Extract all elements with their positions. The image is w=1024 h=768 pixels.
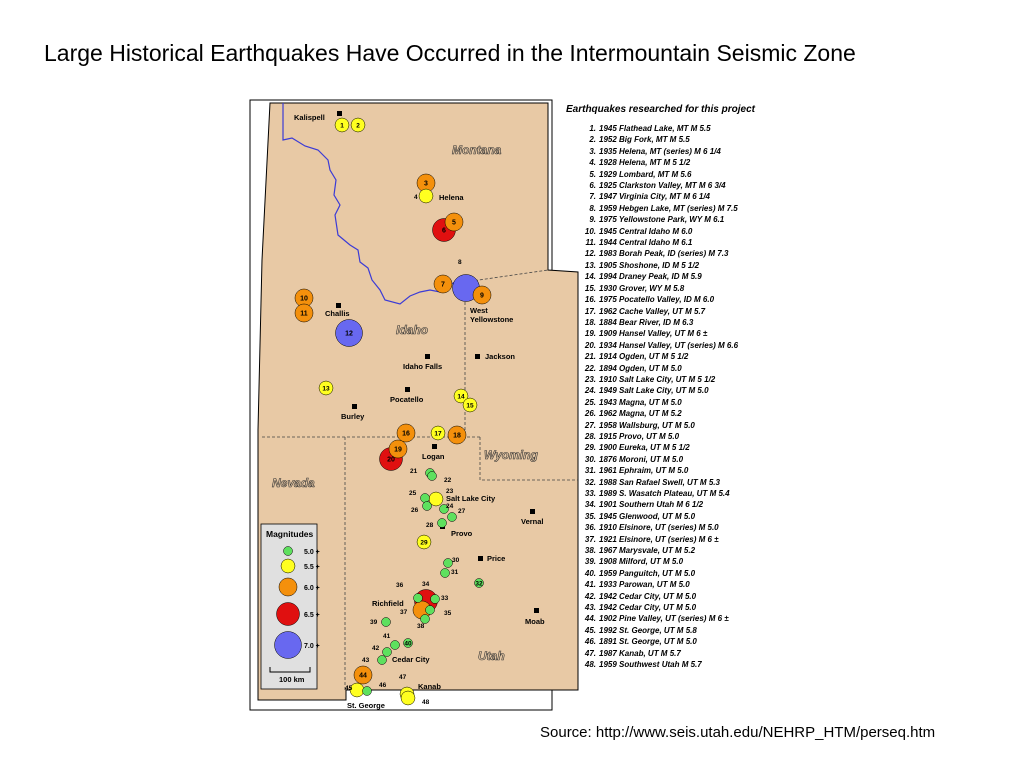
earthquake-list-item: [566, 636, 755, 647]
earthquake-list-item: [566, 613, 755, 624]
legend-label-m50: 5.0 +: [304, 549, 320, 556]
earthquake-label-12: 12: [345, 330, 353, 338]
earthquake-list-item: [566, 191, 755, 202]
earthquake-circle-25: [421, 494, 430, 503]
earthquake-description: 1928 Helena, MT M 5 1/2: [599, 158, 691, 168]
earthquake-number: 11.: [585, 238, 596, 248]
legend-swatch-m70: [275, 632, 302, 659]
city-richfield: Richfield: [372, 599, 404, 608]
earthquake-number: 3.: [589, 146, 596, 156]
earthquake-list-item: [566, 579, 755, 590]
earthquake-circle-48: [401, 691, 415, 705]
earthquake-list-item: [566, 602, 755, 613]
earthquake-number: 9.: [589, 215, 596, 225]
earthquake-number: 1.: [589, 124, 596, 133]
earthquake-number: 39.: [584, 557, 596, 567]
earthquake-number: 43.: [584, 603, 596, 613]
earthquake-number: 48.: [584, 660, 596, 670]
earthquake-description: 1945 Central Idaho M 6.0: [599, 226, 693, 236]
earthquake-list-item: [566, 591, 755, 602]
earthquake-number: 12.: [584, 249, 596, 259]
earthquake-list-item: [566, 283, 755, 294]
earthquake-circle-22: [428, 472, 437, 481]
city-burley: Burley: [341, 412, 365, 421]
earthquake-description: 1910 Elsinore, UT (series) M 5.0: [599, 523, 719, 533]
earthquake-circle-36: [414, 594, 423, 603]
city-moab: Moab: [525, 617, 545, 626]
earthquake-description: 1933 Parowan, UT M 5.0: [599, 580, 690, 590]
earthquake-number: 36.: [584, 523, 596, 533]
earthquake-description: 1975 Pocatello Valley, ID M 6.0: [599, 295, 715, 305]
earthquake-description: 1910 Salt Lake City, UT M 5 1/2: [599, 374, 716, 384]
earthquake-list-item: [566, 226, 755, 237]
earthquake-number: 30.: [584, 454, 596, 464]
earthquake-label-35: 35: [444, 610, 452, 617]
earthquake-number: 6.: [589, 181, 596, 191]
earthquake-label-42: 42: [372, 645, 380, 652]
earthquake-description: 1962 Cache Valley, UT M 5.7: [599, 306, 706, 316]
earthquake-description: 1914 Ogden, UT M 5 1/2: [599, 352, 689, 362]
earthquake-label-29: 29: [420, 539, 428, 547]
earthquake-number: 44.: [584, 614, 596, 624]
earthquake-number: 34.: [584, 500, 596, 510]
earthquake-list-item: [566, 180, 755, 191]
earthquake-circle-28: [438, 519, 447, 528]
earthquake-description: 1909 Hansel Valley, UT M 6 ±: [599, 329, 708, 339]
state-label-utah: Utah: [478, 649, 505, 663]
earthquake-label-9: 9: [480, 292, 484, 300]
earthquake-list-item: [566, 499, 755, 510]
earthquake-label-14: 14: [457, 393, 465, 401]
state-label-nevada: Nevada: [272, 476, 315, 490]
earthquake-circle-31: [441, 569, 450, 578]
earthquake-label-1: 1: [340, 122, 344, 130]
legend: [261, 524, 320, 689]
earthquake-list-item: [566, 648, 755, 659]
earthquake-number: 23.: [584, 374, 596, 384]
earthquake-list-title: Earthquakes researched for this project: [566, 104, 755, 115]
earthquake-list-item: [566, 134, 755, 145]
earthquake-list-item: [566, 146, 755, 157]
earthquake-label-8: 8: [458, 259, 462, 266]
earthquake-list-item: [566, 271, 755, 282]
earthquake-description: 1959 Hebgen Lake, MT (series) M 7.5: [599, 203, 738, 213]
earthquake-description: 1902 Pine Valley, UT (series) M 6 ±: [599, 614, 729, 624]
legend-label-m60: 6.0 +: [304, 585, 320, 592]
earthquake-label-48: 48: [422, 699, 430, 706]
earthquake-number: 17.: [584, 306, 596, 316]
earthquake-label-45: 45: [345, 685, 353, 692]
earthquake-number: 32.: [584, 477, 596, 487]
city-kalispell: Kalispell: [294, 113, 325, 122]
earthquake-description: 1905 Shoshone, ID M 5 1/2: [599, 260, 700, 270]
earthquake-label-38: 38: [417, 623, 425, 630]
earthquake-number: 31.: [584, 466, 596, 476]
earthquake-description: 1894 Ogden, UT M 5.0: [599, 363, 682, 373]
earthquake-circle-35: [426, 606, 435, 615]
earthquake-description: 1942 Cedar City, UT M 5.0: [599, 603, 697, 613]
earthquake-list-item: [566, 397, 755, 408]
earthquake-label-31: 31: [451, 569, 459, 576]
city-logan: Logan: [422, 452, 445, 461]
city-idaho-falls: Idaho Falls: [403, 362, 443, 371]
earthquake-description: 1958 Wallsburg, UT M 5.0: [599, 420, 695, 430]
city-cedar-city: Cedar City: [392, 655, 430, 664]
earthquake-label-25: 25: [409, 490, 417, 497]
city-yellowstone: Yellowstone: [470, 315, 514, 324]
earthquake-label-46: 46: [379, 682, 387, 689]
city-challis: Challis: [325, 309, 350, 318]
earthquake-label-21: 21: [410, 468, 418, 475]
earthquake-list-item: [566, 454, 755, 465]
earthquake-number: 21.: [584, 352, 596, 362]
earthquake-description: 1989 S. Wasatch Plateau, UT M 5.4: [599, 489, 730, 498]
earthquake-number: 46.: [584, 637, 596, 647]
earthquake-circle-33: [431, 595, 440, 604]
earthquake-list-item: [566, 568, 755, 579]
earthquake-description: 1975 Yellowstone Park, WY M 6.1: [599, 215, 725, 225]
earthquake-label-41: 41: [383, 633, 391, 640]
earthquake-number: 27.: [584, 420, 596, 430]
earthquake-label-32: 32: [475, 580, 483, 588]
earthquake-description: 1952 Big Fork, MT M 5.5: [599, 135, 690, 145]
earthquake-description: 1967 Marysvale, UT M 5.2: [599, 546, 696, 556]
earthquake-label-40: 40: [404, 640, 412, 648]
earthquake-number: 19.: [584, 329, 596, 339]
earthquake-list-item: [566, 408, 755, 419]
earthquake-number: 22.: [584, 363, 596, 373]
earthquake-number: 37.: [584, 534, 596, 544]
earthquake-description: 1943 Magna, UT M 5.0: [599, 397, 682, 407]
earthquake-label-27: 27: [458, 508, 466, 515]
earthquake-list-item: [566, 534, 755, 545]
earthquake-label-2: 2: [356, 122, 360, 130]
earthquake-description: 1945 Flathead Lake, MT M 5.5: [599, 124, 711, 133]
city-kanab: Kanab: [418, 682, 441, 691]
earthquake-label-6: 6: [442, 227, 446, 235]
earthquake-list-item: [566, 545, 755, 556]
earthquake-number: 26.: [584, 409, 596, 419]
earthquake-list-item: [566, 328, 755, 339]
earthquake-number: 10.: [584, 226, 596, 236]
earthquake-label-33: 33: [441, 595, 449, 602]
earthquake-list-item: [566, 237, 755, 248]
earthquake-description: 1891 St. George, UT M 5.0: [599, 637, 697, 647]
earthquake-number: 33.: [584, 489, 596, 498]
earthquake-circle-4: [419, 189, 433, 203]
earthquake-number: 4.: [589, 158, 596, 168]
earthquake-list-item: [566, 294, 755, 305]
earthquake-list-item: [566, 260, 755, 271]
legend-swatch-m50: [284, 547, 293, 556]
earthquake-list-item: [566, 317, 755, 328]
city-west: West: [470, 306, 488, 315]
earthquake-label-18: 18: [453, 432, 461, 440]
earthquake-list-item: [566, 420, 755, 431]
earthquake-list-item: [566, 385, 755, 396]
state-label-wyoming: Wyoming: [484, 448, 538, 462]
earthquake-circle-27: [448, 513, 457, 522]
earthquake-description: 1942 Cedar City, UT M 5.0: [599, 591, 697, 601]
earthquake-label-26: 26: [411, 507, 419, 514]
earthquake-circle-42: [383, 648, 392, 657]
earthquake-description: 1925 Clarkston Valley, MT M 6 3/4: [599, 181, 726, 191]
earthquake-list-item: [566, 374, 755, 385]
earthquake-description: 1992 St. George, UT M 5.8: [599, 625, 697, 635]
earthquake-label-15: 15: [466, 402, 474, 410]
earthquake-description: 1934 Hansel Valley, UT (series) M 6.6: [599, 340, 739, 350]
earthquake-label-28: 28: [426, 522, 434, 529]
earthquake-number: 2.: [589, 135, 596, 145]
earthquake-list-item: [566, 659, 755, 670]
earthquake-label-37: 37: [400, 609, 408, 616]
earthquake-description: 1994 Draney Peak, ID M 5.9: [599, 272, 702, 282]
earthquake-description: 1959 Southwest Utah M 5.7: [599, 660, 702, 670]
earthquake-number: 18.: [584, 317, 596, 327]
earthquake-description: 1962 Magna, UT M 5.2: [599, 409, 682, 419]
earthquake-number: 14.: [584, 272, 596, 282]
earthquake-description: 1949 Salt Lake City, UT M 5.0: [599, 386, 709, 396]
earthquake-circle-43: [378, 656, 387, 665]
earthquake-label-11: 11: [300, 310, 308, 318]
earthquake-description: 1983 Borah Peak, ID (series) M 7.3: [599, 249, 729, 259]
earthquake-list-item: [566, 488, 755, 499]
city-pocatello: Pocatello: [390, 395, 424, 404]
earthquake-circle-46: [363, 687, 372, 696]
earthquake-label-22: 22: [444, 477, 452, 484]
earthquake-list-item: [566, 351, 755, 362]
earthquake-list-item: [566, 442, 755, 453]
state-label-idaho: Idaho: [396, 323, 428, 337]
earthquake-list-item: [566, 625, 755, 636]
earthquake-list-item: [566, 431, 755, 442]
earthquake-description: 1884 Bear River, ID M 6.3: [599, 317, 694, 327]
earthquake-number: 40.: [584, 568, 596, 578]
earthquake-label-36: 36: [396, 582, 404, 589]
earthquake-description: 1947 Virginia City, MT M 6 1/4: [599, 192, 710, 202]
city-helena: Helena: [439, 193, 464, 202]
earthquake-description: 1876 Moroni, UT M 5.0: [599, 454, 684, 464]
legend-label-m55: 5.5 +: [304, 564, 320, 571]
scale-label: 100 km: [279, 675, 305, 684]
earthquake-number: 24.: [584, 386, 596, 396]
earthquake-number: 13.: [584, 260, 596, 270]
earthquake-description: 1959 Panguitch, UT M 5.0: [599, 568, 696, 578]
earthquake-list-item: [566, 363, 755, 374]
earthquake-number: 16.: [584, 295, 596, 305]
earthquake-number: 25.: [584, 397, 596, 407]
earthquake-label-19: 19: [394, 446, 402, 454]
earthquake-list-item: [566, 511, 755, 522]
earthquake-description: 1944 Central Idaho M 6.1: [599, 238, 693, 248]
earthquake-number: 42.: [584, 591, 596, 601]
earthquake-description: 1961 Ephraim, UT M 5.0: [599, 466, 689, 476]
earthquake-description: 1987 Kanab, UT M 5.7: [599, 648, 681, 658]
earthquake-circle-39: [382, 618, 391, 627]
earthquake-label-39: 39: [370, 619, 378, 626]
city-price: Price: [487, 554, 506, 563]
earthquake-list-item: [566, 477, 755, 488]
earthquake-circle-26: [423, 502, 432, 511]
legend-label-m70: 7.0 +: [304, 643, 320, 650]
earthquake-description: 1900 Eureka, UT M 5 1/2: [599, 443, 690, 453]
earthquake-list-item: [566, 169, 755, 180]
earthquake-list-item: [566, 522, 755, 533]
earthquake-number: 7.: [589, 192, 596, 202]
earthquake-label-16: 16: [402, 430, 410, 438]
earthquake-circle-41: [391, 641, 400, 650]
earthquake-description: 1915 Provo, UT M 5.0: [599, 431, 680, 441]
city-jackson: Jackson: [485, 352, 516, 361]
earthquake-list-item: [566, 465, 755, 476]
legend-swatch-m55: [281, 559, 295, 573]
earthquake-list-item: [566, 123, 755, 134]
earthquake-label-20: 20: [387, 456, 395, 464]
city-salt-lake-city: Salt Lake City: [446, 494, 496, 503]
earthquake-number: 41.: [584, 580, 596, 590]
earthquake-label-4: 4: [414, 194, 418, 201]
legend-title: Magnitudes: [266, 529, 314, 539]
earthquake-number: 45.: [584, 625, 596, 635]
earthquake-list-item: [566, 203, 755, 214]
earthquake-list-items: [566, 123, 755, 671]
earthquake-description: 1929 Lombard, MT M 5.6: [599, 169, 692, 179]
earthquake-label-43: 43: [362, 657, 370, 664]
earthquake-description: 1901 Southern Utah M 6 1/2: [599, 500, 704, 510]
earthquake-list-item: [566, 556, 755, 567]
source-citation: Source: http://www.seis.utah.edu/NEHRP_HTM/perseq.htm: [540, 724, 936, 741]
earthquake-list-item: [566, 157, 755, 168]
earthquake-number: 28.: [584, 431, 596, 441]
earthquake-label-10: 10: [300, 295, 308, 303]
earthquake-description: 1921 Elsinore, UT (series) M 6 ±: [599, 534, 719, 544]
earthquake-label-13: 13: [322, 385, 330, 393]
city-provo: Provo: [451, 529, 473, 538]
city-st-george: St. George: [347, 701, 385, 710]
earthquake-number: 38.: [584, 546, 596, 556]
legend-swatch-m60: [279, 578, 297, 596]
earthquake-list-item: [566, 306, 755, 317]
earthquake-number: 35.: [584, 511, 596, 521]
earthquake-description: 1945 Glenwood, UT M 5.0: [599, 511, 696, 521]
earthquake-label-34: 34: [422, 581, 430, 588]
earthquake-description: 1935 Helena, MT (series) M 6 1/4: [599, 146, 721, 156]
earthquake-number: 15.: [584, 283, 596, 293]
earthquake-description: 1930 Grover, WY M 5.8: [599, 283, 685, 293]
legend-swatch-m65: [277, 603, 300, 626]
earthquake-label-17: 17: [434, 430, 442, 438]
earthquake-label-5: 5: [452, 219, 456, 227]
earthquake-number: 5.: [589, 169, 596, 179]
earthquake-list-item: [566, 214, 755, 225]
page-title: Large Historical Earthquakes Have Occurred in the Intermountain Seismic Zone: [44, 40, 856, 66]
earthquake-number: 47.: [584, 648, 596, 658]
city-vernal: Vernal: [521, 517, 544, 526]
earthquake-number: 29.: [584, 443, 596, 453]
earthquake-label-47: 47: [399, 674, 407, 681]
earthquake-list: [566, 104, 755, 671]
earthquake-description: 1988 San Rafael Swell, UT M 5.3: [599, 477, 720, 487]
legend-label-m65: 6.5 +: [304, 612, 320, 619]
earthquake-label-23: 23: [446, 488, 454, 495]
earthquake-number: 20.: [584, 340, 596, 350]
earthquake-label-3: 3: [424, 180, 428, 188]
earthquake-list-item: [566, 340, 755, 351]
earthquake-description: 1908 Milford, UT M 5.0: [599, 557, 684, 567]
earthquake-label-30: 30: [452, 557, 460, 564]
earthquake-label-7: 7: [441, 281, 445, 289]
earthquake-number: 8.: [589, 203, 596, 213]
earthquake-label-44: 44: [359, 672, 367, 680]
earthquake-list-item: [566, 248, 755, 259]
earthquake-label-24: 24: [446, 503, 454, 510]
state-label-montana: Montana: [452, 143, 502, 157]
